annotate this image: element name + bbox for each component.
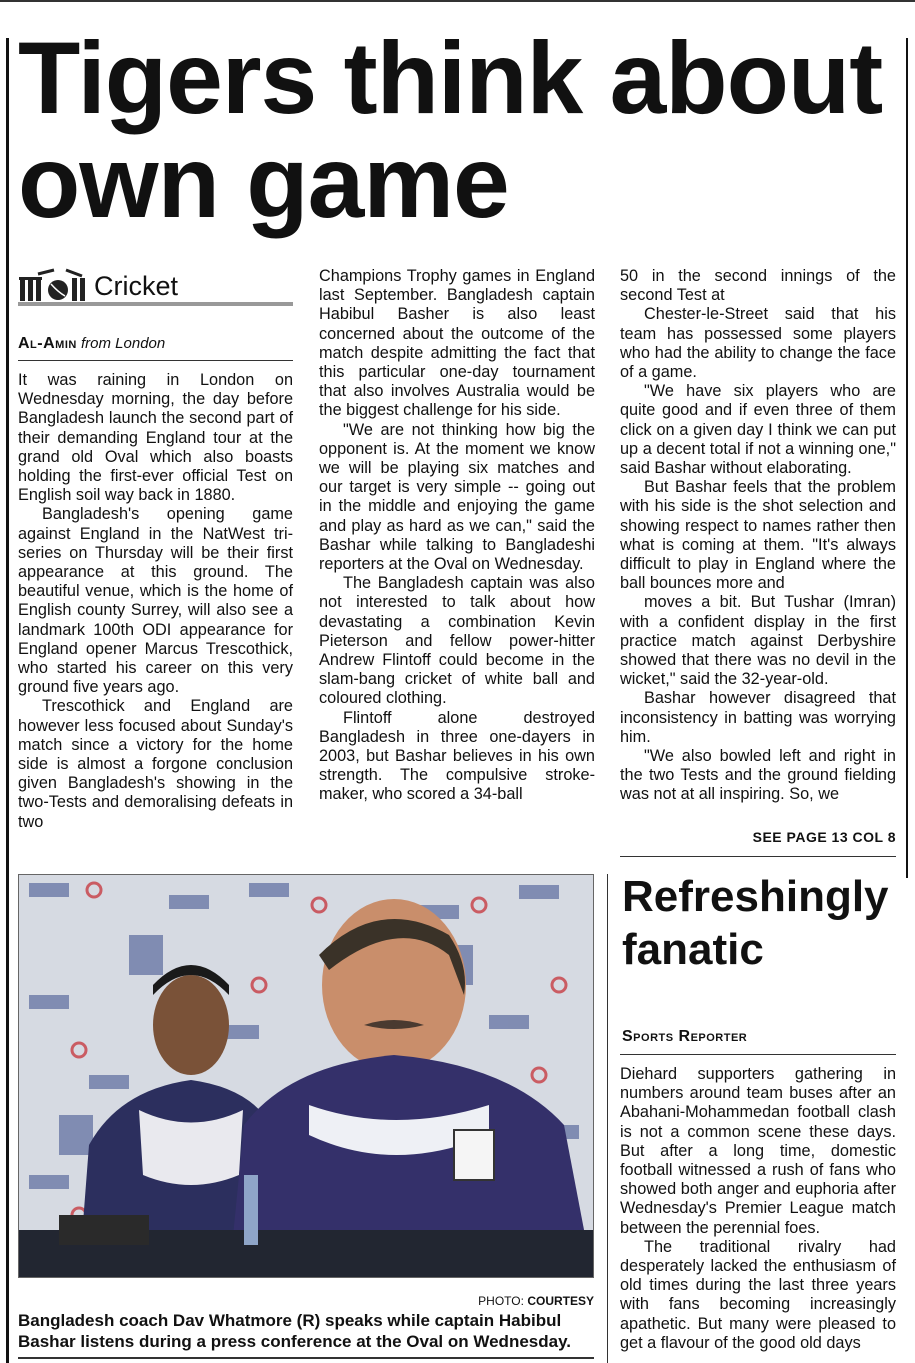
photo-credit xyxy=(300,1294,594,1308)
secondary-article-column xyxy=(620,1065,896,1353)
secondary-byline-rule xyxy=(620,1054,896,1055)
paragraph: Bangladesh's opening game against England in the NatWest tri-series on Thursday will be their first appearance at this ground. The beautiful venue, which is the home of English county Surrey, will also see a landmark 100th ODI appearance for England opener Marcus Trescothick, who started his career on this very ground five years ago. xyxy=(18,505,293,697)
cricket-icon xyxy=(18,268,90,302)
caption-rule xyxy=(18,1357,594,1359)
paragraph: moves a bit. But Tushar (Imran) with a confident display in the first practice match against Derbyshire showed that there was no devil in the wicket," said the 32-year-old. xyxy=(620,593,896,689)
section-tag xyxy=(18,268,293,306)
continuation-jump: SEE PAGE 13 COL 8 xyxy=(752,829,896,845)
paragraph: The Bangladesh captain was also not interested to talk about how devastating a combination Kevin Pieterson and fellow power-hitter Andrew Flintoff could become in the slam-bang cricket of white ball and coloured clothing. xyxy=(319,574,595,708)
top-border xyxy=(0,0,915,2)
main-headline: Tigers think about own game xyxy=(18,21,883,239)
byline-author: Al-Amin xyxy=(18,335,77,352)
section-label: Cricket xyxy=(94,271,179,301)
press-conference-photo xyxy=(18,874,594,1278)
secondary-byline: Sports Reporter xyxy=(622,1028,748,1045)
article-column-3 xyxy=(620,267,896,805)
paragraph: Diehard supporters gathering in numbers around team buses after an Abahani-Mohammedan football clash is not a common scene these days. But after a long time, domestic football witnessed a rush of fans who showed both anger and euphoria after Wednesday's Premier League match between the perennial foes. xyxy=(620,1065,896,1237)
story-divider-rule xyxy=(620,856,896,857)
paragraph: Bashar however disagreed that inconsistency in batting was worrying him. xyxy=(620,689,896,746)
paragraph: The traditional rivalry had desperately lacked the enthusiasm of old times during the last three years with fans becoming increasingly apathetic. But many were pleased to get a flavour of the good old days xyxy=(620,1237,896,1352)
article-column-1 xyxy=(18,371,293,832)
paragraph: Trescothick and England are however less focused about Sunday's match since a victory for the home side is almost a forgone conclusion given Bangladesh's showing in the two-Tests and demoralising defeats in two xyxy=(18,697,293,831)
section-rule xyxy=(18,302,293,306)
right-column-rule xyxy=(906,38,908,878)
paragraph: But Bashar feels that the problem with his side is the shot selection and showing respect to names rather then what is coming at them. "It's always difficult to play in England where the ball bounces more and xyxy=(620,478,896,593)
paragraph: Flintoff alone destroyed Bangladesh in three one-dayers in 2003, but Bashar believes in his own strength. The compulsive stroke-maker, who scored a 34-ball xyxy=(319,708,595,804)
photo-caption: Bangladesh coach Dav Whatmore (R) speaks while captain Habibul Bashar listens during a press conference at the Oval on Wednesday. xyxy=(18,1311,571,1351)
photo-credit-label: PHOTO: xyxy=(478,1294,524,1308)
byline xyxy=(18,334,293,354)
paragraph: 50 in the second innings of the second Test at xyxy=(620,267,896,305)
paragraph: "We are not thinking how big the opponent is. At the moment we know we will be playing six matches and our target is very simple -- going out in the middle and enjoying the game and play as hard as we can," said the Bashar while talking to Bangladeshi reporters at the Oval on Wednesday. xyxy=(319,420,595,574)
paragraph: "We have six players who are quite good and if even three of them click on a given day I think we can put up a decent total if not a winning one," said Bashar without elaborating. xyxy=(620,382,896,478)
secondary-headline: Refreshingly fanatic xyxy=(622,872,889,974)
byline-rule xyxy=(18,360,293,361)
paragraph: It was raining in London on Wednesday morning, the day before Bangladesh launch the second part of their demanding England tour at the grand old Oval which also boasts holding the first-ever official Test on English soil way back in 1880. xyxy=(18,371,293,505)
photo-illustration xyxy=(19,875,593,1277)
paragraph: "We also bowled left and right in the two Tests and the ground fielding was not at all inspiring. So, we xyxy=(620,747,896,804)
column-separator xyxy=(607,874,608,1363)
left-column-rule xyxy=(6,38,9,1363)
article-column-2 xyxy=(319,267,595,805)
paragraph: Champions Trophy games in England last September. Bangladesh captain Habibul Basher is also least concerned about the outcome of the match despite admitting the fact that this particular one-day tournament that also involves Australia would be the biggest challenge for his side. xyxy=(319,267,595,420)
paragraph: Chester-le-Street said that his team has possessed some players who had the ability to change the face of a game. xyxy=(620,305,896,382)
byline-location: from London xyxy=(81,335,166,352)
photo-credit-value: COURTESY xyxy=(527,1294,594,1308)
